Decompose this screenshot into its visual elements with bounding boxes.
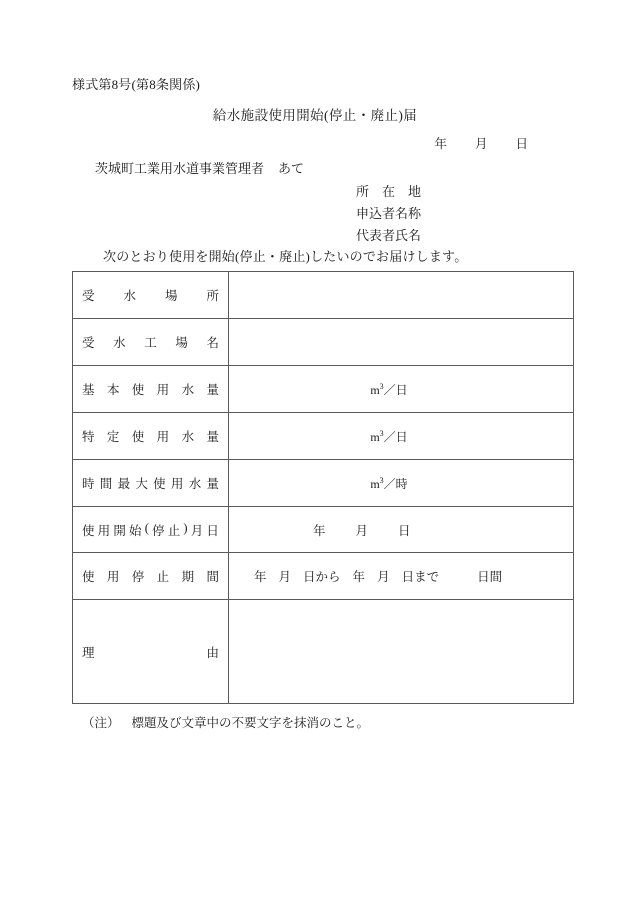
addressee-suffix: あて xyxy=(278,161,305,176)
page-title xyxy=(0,104,630,124)
date-year-label: 年 xyxy=(434,137,447,151)
applicant-field-representative: 代表者氏名 xyxy=(355,228,421,243)
page-title-text: 給水施設使用開始(停止・廃止)届 xyxy=(212,108,418,123)
applicant-field-company-name: 申込者名称 xyxy=(355,206,421,221)
table-row xyxy=(73,272,574,319)
row-label-start-stop-date xyxy=(73,507,229,553)
table-row xyxy=(73,319,574,366)
applicant-field-address: 所 在 地 xyxy=(355,184,421,199)
date-month-label: 月 xyxy=(474,137,488,151)
label-chars: 受 水 工 場 名 xyxy=(82,336,219,350)
row-value-basic-water-volume[interactable] xyxy=(229,366,574,413)
row-value-hourly-max-water-volume[interactable] xyxy=(229,460,574,507)
application-table xyxy=(72,271,574,704)
date-day-label: 日 xyxy=(515,137,528,151)
footnote-text: 標題及び文章中の不要文字を抹消のこと。 xyxy=(131,716,370,730)
table-row xyxy=(73,460,574,507)
row-label-suspension-period xyxy=(73,553,229,600)
table-row xyxy=(73,366,574,413)
footnote xyxy=(82,713,369,731)
label-chars: 基 本 使 用 水 量 xyxy=(82,383,219,397)
period-placeholder: 年 月 日から 年 月 日まで 日間 xyxy=(254,570,503,584)
label-chars: 特 定 使 用 水 量 xyxy=(82,430,219,444)
label-chars: 使 用 開 始 ( 停 止 ) 月 日 xyxy=(82,520,219,538)
label-chars: 時 間 最 大 使 用 水 量 xyxy=(82,477,219,491)
date-placeholder: 年 月 日 xyxy=(313,523,411,538)
row-value-suspension-period[interactable] xyxy=(229,553,574,600)
table-row xyxy=(73,507,574,553)
label-chars: 理 由 xyxy=(82,645,219,660)
row-value-reason[interactable] xyxy=(229,600,574,704)
unit-cubic-meter-per-hour: $m^3/$時 xyxy=(370,475,408,491)
header-date-line xyxy=(0,134,528,152)
row-value-water-receiving-location[interactable] xyxy=(229,272,574,319)
label-chars: 受 水 場 所 xyxy=(82,289,219,303)
addressee-name: 茨城町工業用水道事業管理者 xyxy=(95,161,265,176)
table-row xyxy=(73,600,574,704)
addressee-line xyxy=(95,158,304,177)
unit-cubic-meter-per-day: $m^3/$日 xyxy=(370,428,408,444)
row-label-water-receiving-location xyxy=(73,272,229,319)
footnote-marker: （注） xyxy=(82,716,120,730)
applicant-info-block xyxy=(0,181,421,247)
intro-sentence: 次のとおり使用を開始(停止・廃止)したいのでお届けします。 xyxy=(103,249,468,264)
row-value-specific-water-volume[interactable] xyxy=(229,413,574,460)
table-row xyxy=(73,553,574,600)
form-number: 様式第8号(第8条関係) xyxy=(72,77,201,92)
label-chars: 使 用 停 止 期 間 xyxy=(82,570,219,584)
row-label-factory-name xyxy=(73,319,229,366)
row-value-factory-name[interactable] xyxy=(229,319,574,366)
row-value-start-stop-date[interactable] xyxy=(229,507,574,553)
row-label-reason xyxy=(73,600,229,704)
unit-cubic-meter-per-day: $m^3/$日 xyxy=(370,381,408,397)
table-row xyxy=(73,413,574,460)
